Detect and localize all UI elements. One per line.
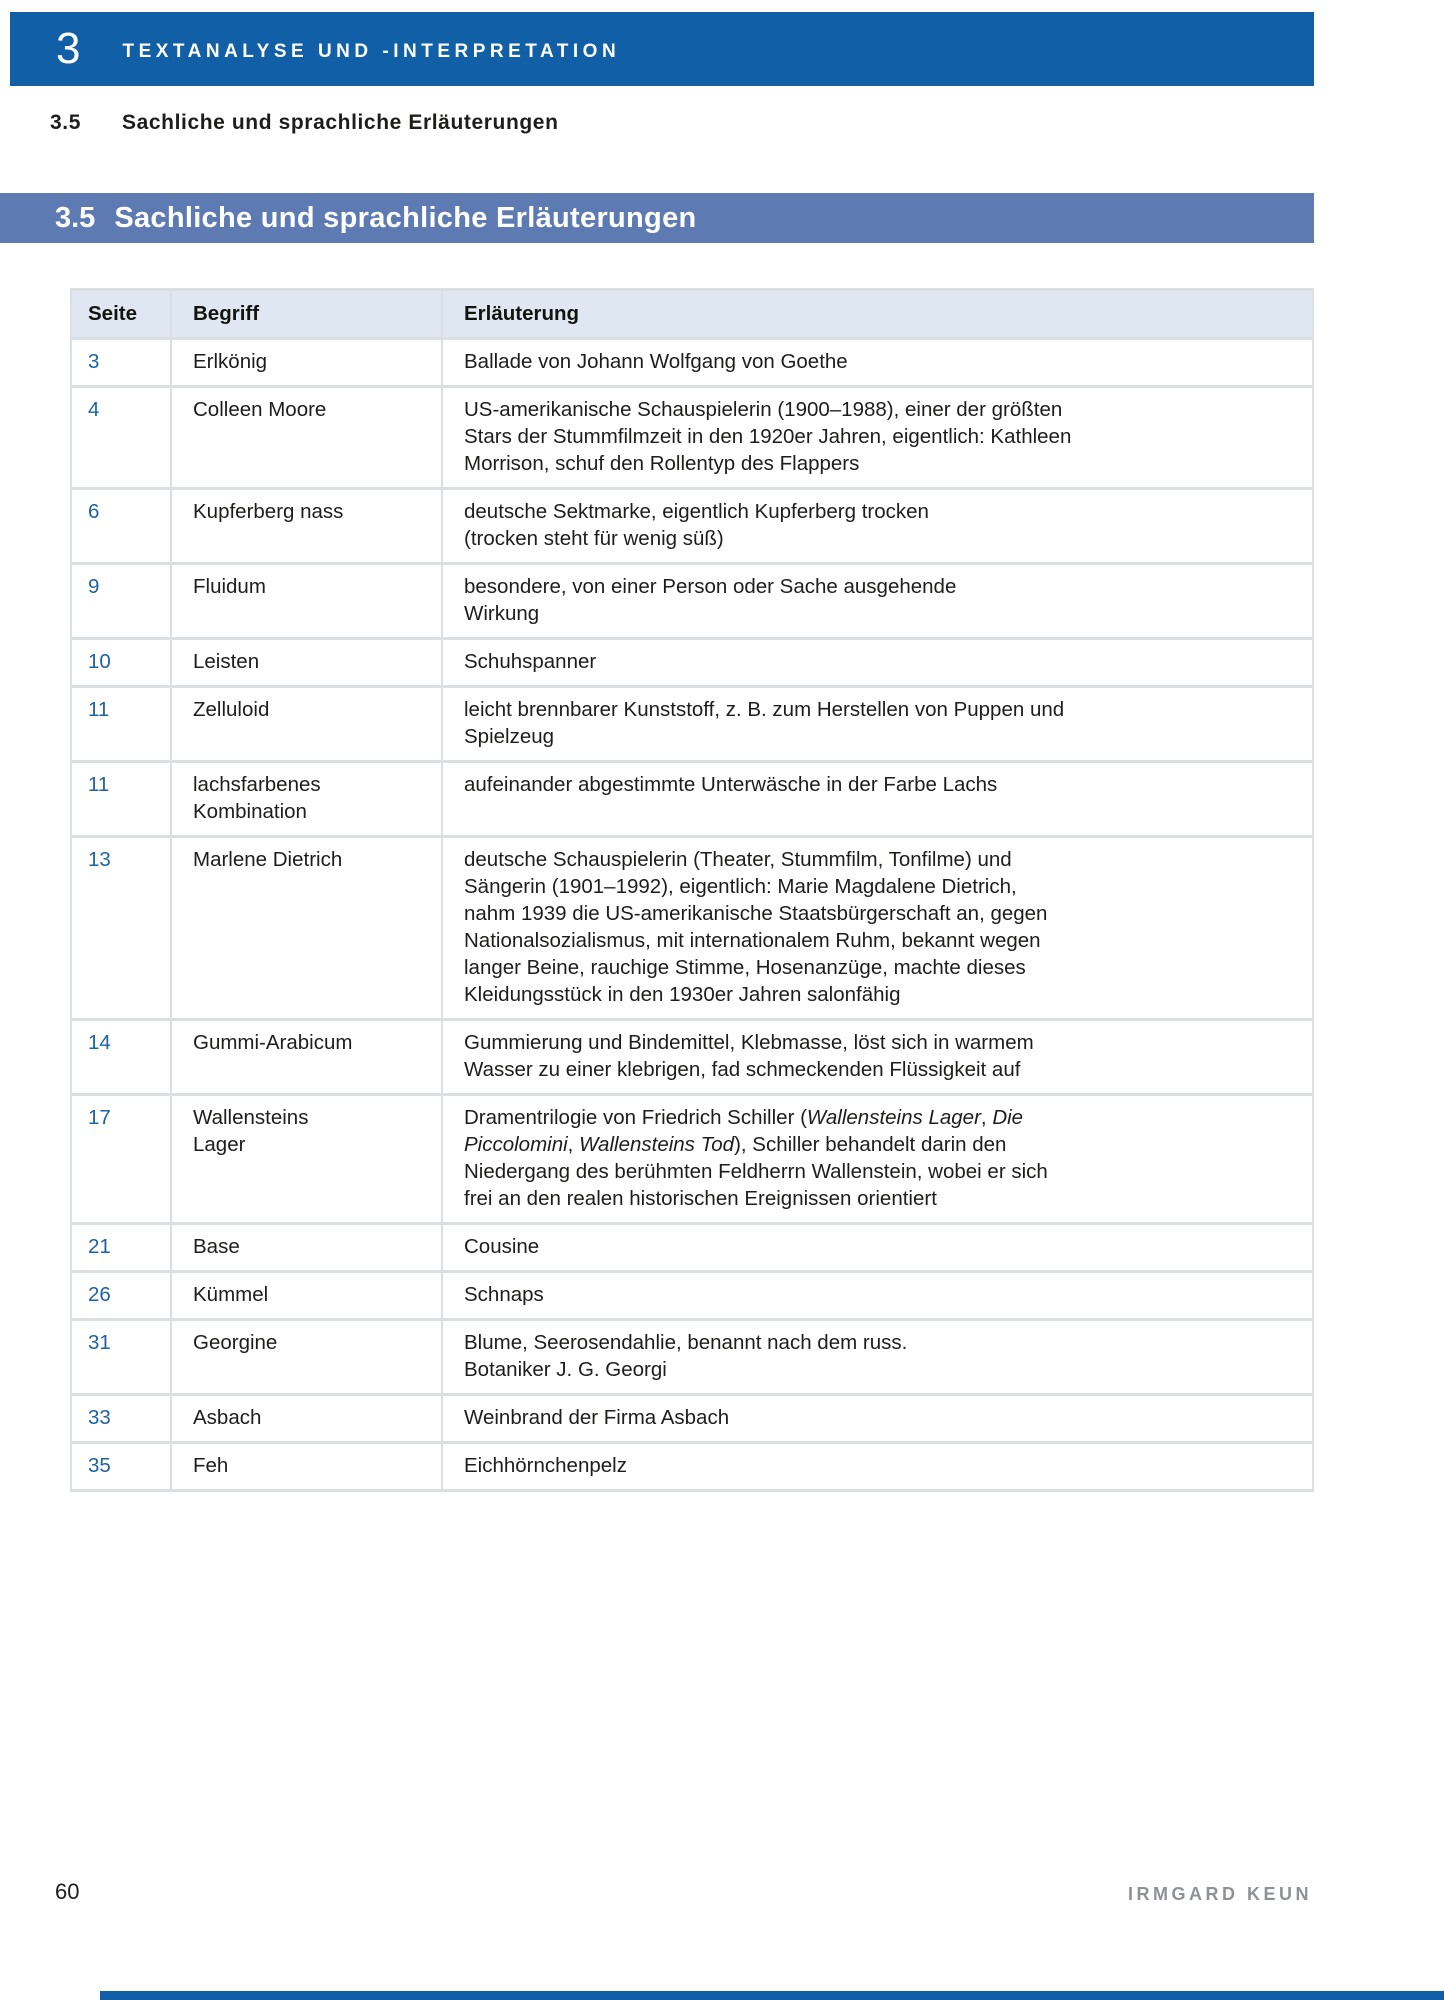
footer-running-title: IRMGARD KEUN — [1128, 1884, 1312, 1904]
term-cell: Erlkönig — [171, 339, 442, 387]
explanation-cell: deutsche Sektmarke, eigentlich Kupferberg trocken (trocken steht für wenig süß) — [442, 489, 1313, 564]
page-ref-cell: 3 — [71, 339, 171, 387]
page-bottom-edge-bar — [100, 1991, 1444, 2000]
term-cell: lachsfarbenes Kombination — [171, 762, 442, 837]
page-ref-cell: 4 — [71, 387, 171, 489]
page-ref-cell: 11 — [71, 762, 171, 837]
italic-work-title: Piccolomini — [464, 1133, 568, 1156]
glossary-header-row — [71, 290, 1313, 339]
explanation-cell: Eichhörnchenpelz — [442, 1443, 1313, 1491]
page-ref-cell: 11 — [71, 687, 171, 762]
page-ref-cell: 6 — [71, 489, 171, 564]
explanation-cell: Cousine — [442, 1224, 1313, 1272]
explanation-cell: Dramentrilogie von Friedrich Schiller (Wallensteins Lager, Die Piccolomini, Wallensteins Tod), Schiller behandelt darin den Niedergang des berühmten Feldherrn Wallenstein, wobei er sich frei an den realen historischen Ereignissen orientiert — [442, 1095, 1313, 1224]
column-header-seite: Seite — [71, 290, 171, 339]
glossary-row — [71, 762, 1313, 837]
term-cell: Zelluloid — [171, 687, 442, 762]
glossary-row — [71, 387, 1313, 489]
page-ref-cell: 10 — [71, 639, 171, 687]
glossary-row — [71, 687, 1313, 762]
italic-work-title: Wallensteins Lager — [806, 1106, 981, 1129]
explanation-cell: US-amerikanische Schauspielerin (1900–1988), einer der größten Stars der Stummfilmzeit in den 1920er Jahren, eigentlich: Kathleen Morrison, schuf den Rollentyp des Flappers — [442, 387, 1313, 489]
explanation-cell: leicht brennbarer Kunststoff, z. B. zum Herstellen von Puppen und Spielzeug — [442, 687, 1313, 762]
footer-page-number: 60 — [55, 1879, 80, 1904]
glossary-table-body — [71, 339, 1313, 1491]
glossary-row — [71, 1272, 1313, 1320]
italic-work-title: Wallensteins Tod — [579, 1133, 735, 1156]
breadcrumb — [50, 111, 559, 135]
glossary-row — [71, 1443, 1313, 1491]
glossary-row — [71, 1020, 1313, 1095]
explanation-cell: Weinbrand der Firma Asbach — [442, 1395, 1313, 1443]
section-header-bar — [0, 193, 1314, 243]
breadcrumb-section-title: Sachliche und sprachliche Erläuterungen — [122, 111, 559, 134]
term-cell: Leisten — [171, 639, 442, 687]
term-cell: Georgine — [171, 1320, 442, 1395]
explanation-cell: Blume, Seerosendahlie, benannt nach dem russ. Botaniker J. G. Georgi — [442, 1320, 1313, 1395]
glossary-row — [71, 1095, 1313, 1224]
chapter-number: 3 — [56, 24, 81, 73]
explanation-cell: deutsche Schauspielerin (Theater, Stummfilm, Tonfilme) und Sängerin (1901–1992), eigentlich: Marie Magdalene Dietrich, nahm 1939 die US-amerikanische Staatsbürgerschaft an, gegen Nationalsozialismus, mit internationalem Ruhm, bekannt wegen langer Beine, rauchige Stimme, Hosenanzüge, machte dieses Kleidungsstück in den 1930er Jahren salonfähig — [442, 837, 1313, 1020]
chapter-title: TEXTANALYSE UND -INTERPRETATION — [122, 41, 621, 62]
glossary-row — [71, 1320, 1313, 1395]
page-ref-cell: 21 — [71, 1224, 171, 1272]
page-ref-cell: 14 — [71, 1020, 171, 1095]
page-ref-cell: 35 — [71, 1443, 171, 1491]
column-header-begriff: Begriff — [171, 290, 442, 339]
term-cell: Kümmel — [171, 1272, 442, 1320]
term-cell: Feh — [171, 1443, 442, 1491]
breadcrumb-section-number: 3.5 — [50, 111, 81, 134]
glossary-row — [71, 1224, 1313, 1272]
page-ref-cell: 9 — [71, 564, 171, 639]
glossary-table — [70, 288, 1314, 1492]
page-ref-cell: 33 — [71, 1395, 171, 1443]
term-cell: Gummi-Arabicum — [171, 1020, 442, 1095]
explanation-cell: Gummierung und Bindemittel, Klebmasse, löst sich in warmem Wasser zu einer klebrigen, fad schmeckenden Flüssigkeit auf — [442, 1020, 1313, 1095]
term-cell: Kupferberg nass — [171, 489, 442, 564]
page-ref-cell: 13 — [71, 837, 171, 1020]
explanation-cell: Schnaps — [442, 1272, 1313, 1320]
explanation-cell: Schuhspanner — [442, 639, 1313, 687]
chapter-header-bar — [10, 12, 1314, 86]
italic-work-title: Die — [992, 1106, 1024, 1129]
glossary-row — [71, 1395, 1313, 1443]
column-header-erlaeuterung: Erläuterung — [442, 290, 1313, 339]
term-cell: Wallensteins Lager — [171, 1095, 442, 1224]
page-ref-cell: 26 — [71, 1272, 171, 1320]
section-number: 3.5 — [55, 201, 96, 234]
term-cell: Fluidum — [171, 564, 442, 639]
term-cell: Asbach — [171, 1395, 442, 1443]
glossary-row — [71, 564, 1313, 639]
section-title: Sachliche und sprachliche Erläuterungen — [114, 201, 697, 234]
explanation-cell: aufeinander abgestimmte Unterwäsche in der Farbe Lachs — [442, 762, 1313, 837]
glossary-row — [71, 639, 1313, 687]
explanation-cell: besondere, von einer Person oder Sache ausgehende Wirkung — [442, 564, 1313, 639]
glossary-row — [71, 489, 1313, 564]
page-ref-cell: 31 — [71, 1320, 171, 1395]
term-cell: Colleen Moore — [171, 387, 442, 489]
term-cell: Marlene Dietrich — [171, 837, 442, 1020]
page-ref-cell: 17 — [71, 1095, 171, 1224]
term-cell: Base — [171, 1224, 442, 1272]
explanation-cell: Ballade von Johann Wolfgang von Goethe — [442, 339, 1313, 387]
glossary-row — [71, 339, 1313, 387]
glossary-row — [71, 837, 1313, 1020]
